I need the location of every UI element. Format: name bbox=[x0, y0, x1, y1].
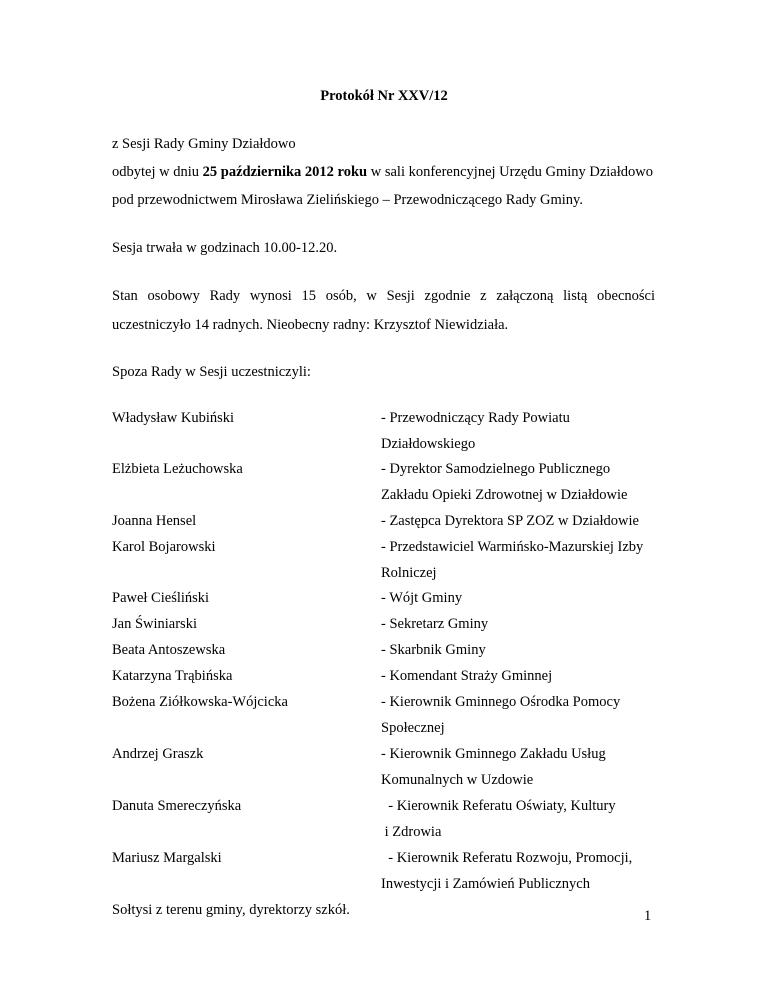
attendance-line-2: uczestniczyło 14 radnych. Nieobecny radny: Krzysztof Niewidziała. bbox=[112, 317, 509, 333]
attendance-line-1: Stan osobowy Rady wynosi 15 osób, w Sesji zgodnie z załączoną listą obecności bbox=[112, 288, 655, 304]
guest-role-continued: Zakładu Opieki Zdrowotnej w Działdowie bbox=[381, 487, 628, 503]
guest-name: Paweł Cieśliński bbox=[112, 590, 210, 606]
guest-name: Władysław Kubiński bbox=[112, 410, 235, 426]
guest-role: - Kierownik Referatu Rozwoju, Promocji, bbox=[381, 850, 633, 866]
guest-role: - Zastępca Dyrektora SP ZOZ w Działdowie bbox=[381, 513, 639, 529]
guest-role: - Wójt Gminy bbox=[381, 590, 463, 606]
guest-name: Beata Antoszewska bbox=[112, 642, 226, 658]
guest-name: Elżbieta Leżuchowska bbox=[112, 461, 243, 477]
intro-line-1: z Sesji Rady Gminy Działdowo bbox=[112, 136, 296, 152]
guest-role: - Dyrektor Samodzielnego Publicznego bbox=[381, 461, 611, 477]
guest-role: - Kierownik Referatu Oświaty, Kultury bbox=[381, 798, 616, 814]
guest-role: - Sekretarz Gminy bbox=[381, 616, 489, 632]
session-date: 25 października 2012 roku bbox=[202, 164, 368, 180]
guest-name: Joanna Hensel bbox=[112, 513, 197, 529]
guest-name: Andrzej Graszk bbox=[112, 746, 204, 762]
guest-name: Danuta Smereczyńska bbox=[112, 798, 242, 814]
guest-role-continued: i Zdrowia bbox=[381, 824, 442, 840]
guests-heading: Spoza Rady w Sesji uczestniczyli: bbox=[112, 364, 311, 380]
guest-role: - Komendant Straży Gminnej bbox=[381, 668, 553, 684]
guest-role: - Kierownik Gminnego Zakładu Usług bbox=[381, 746, 606, 762]
closing-line: Sołtysi z terenu gminy, dyrektorzy szkół. bbox=[112, 902, 350, 918]
guest-role: - Przedstawiciel Warmińsko-Mazurskiej Izby bbox=[381, 539, 644, 555]
guest-name: Karol Bojarowski bbox=[112, 539, 216, 555]
intro-line-3: pod przewodnictwem Mirosława Zielińskiego – Przewodniczącego Rady Gminy. bbox=[112, 192, 583, 208]
session-time: Sesja trwała w godzinach 10.00-12.20. bbox=[112, 240, 338, 256]
guest-role-continued: Komunalnych w Uzdowie bbox=[381, 772, 534, 788]
guest-role: - Kierownik Gminnego Ośrodka Pomocy bbox=[381, 694, 621, 710]
document-title: Protokół Nr XXV/12 bbox=[320, 88, 448, 104]
guest-role: - Przewodniczący Rady Powiatu bbox=[381, 410, 570, 426]
intro-line-2-end: w sali konferencyjnej Urzędu Gminy Działdowo bbox=[367, 164, 653, 180]
page-number: 1 bbox=[644, 908, 652, 924]
guest-name: Katarzyna Trąbińska bbox=[112, 668, 233, 684]
guest-name: Mariusz Margalski bbox=[112, 850, 222, 866]
guest-role-continued: Rolniczej bbox=[381, 565, 437, 581]
intro-line-2 bbox=[112, 163, 653, 181]
guest-role: - Skarbnik Gminy bbox=[381, 642, 486, 658]
intro-line-2-start: odbytej w dniu bbox=[112, 164, 203, 180]
guest-role-continued: Działdowskiego bbox=[381, 436, 476, 452]
guest-name: Jan Świniarski bbox=[112, 616, 197, 632]
guest-name: Bożena Ziółkowska-Wójcicka bbox=[112, 694, 288, 710]
guest-role-continued: Inwestycji i Zamówień Publicznych bbox=[381, 876, 590, 892]
guest-role-continued: Społecznej bbox=[381, 720, 445, 736]
